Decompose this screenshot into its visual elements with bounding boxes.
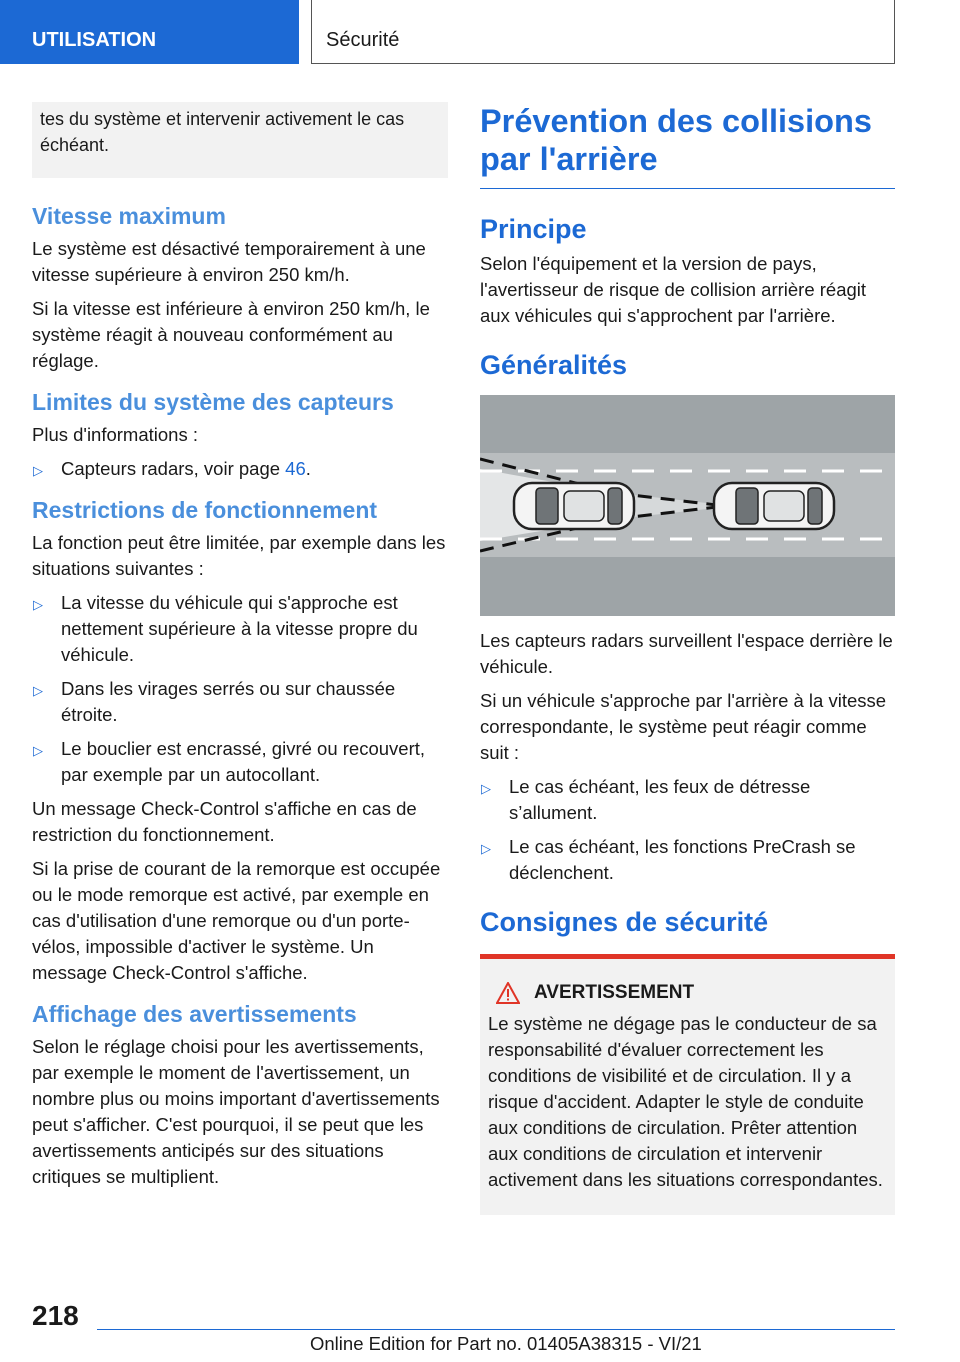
list-item — [32, 676, 448, 728]
list-item-text: La vitesse du véhicule qui s'approche est nettement supérieure à la vitesse propre du véhicule. — [61, 592, 418, 665]
heading-restrictions: Restrictions de fonctionnement — [32, 497, 378, 523]
warning-triangle-icon — [496, 982, 520, 1004]
continued-note-text: tes du système et intervenir activement le cas échéant. — [40, 109, 405, 155]
right-column — [480, 102, 895, 1215]
bullet-triangle-icon: ▷ — [33, 743, 43, 758]
heading-principe: Principe — [480, 214, 587, 244]
warning-box — [480, 954, 895, 1215]
list-item-end: . — [305, 458, 311, 479]
approche-list — [480, 774, 895, 886]
paragraph: La fonction peut être limitée, par exemple dans les situations suivantes : — [32, 532, 446, 579]
bullet-triangle-icon: ▷ — [33, 597, 43, 612]
rear-car-icon — [514, 483, 634, 529]
bullet-triangle-icon: ▷ — [33, 463, 43, 478]
front-car-icon — [714, 483, 834, 529]
warning-text: Le système ne dégage pas le conducteur de sa responsabilité d'évaluer correctement les conditions de visibilité et de circulation. Il y a risque d'accident. Adapter le style de conduite aux conditions de circulation. Prêter attention aux conditions de circulation et intervenir activement dans les situations correspondantes. — [488, 1013, 883, 1190]
page-number: 218 — [32, 1300, 79, 1331]
list-item — [480, 774, 895, 826]
list-item-text: Le bouclier est encrassé, givré ou recouvert, par exemple par un autocollant. — [61, 738, 426, 785]
bullet-triangle-icon: ▷ — [481, 841, 491, 856]
limites-list — [32, 456, 448, 482]
footer-divider — [97, 1329, 895, 1330]
list-item-text: Capteurs radars, voir page — [61, 458, 286, 479]
heading-vitesse-maximum: Vitesse maximum — [32, 203, 226, 229]
bullet-triangle-icon: ▷ — [481, 781, 491, 796]
heading-consignes-securite: Consignes de sécurité — [480, 907, 769, 937]
heading-limites-capteurs: Limites du système des capteurs — [32, 389, 394, 415]
restrictions-list — [32, 590, 448, 788]
list-item-text: Le cas échéant, les fonctions PreCrash se déclenchent. — [509, 836, 856, 883]
paragraph: Le système est désactivé temporairement à une vitesse supérieure à environ 250 km/h. — [32, 238, 426, 285]
paragraph: Un message Check-Control s'affiche en cas de restriction du fonctionnement. — [32, 798, 417, 845]
warning-label: AVERTISSEMENT — [534, 982, 695, 1003]
page-reference-link[interactable]: 46 — [285, 458, 306, 479]
paragraph: Si un véhicule s'approche par l'arrière à la vitesse correspondante, le système peut réagir comme suit : — [480, 690, 887, 763]
list-item — [32, 590, 448, 668]
warning-title — [488, 981, 887, 1005]
rear-radar-illustration — [480, 395, 895, 616]
continued-note-box — [32, 102, 448, 178]
list-item-text: Le cas échéant, les feux de détresse s’allument. — [509, 776, 811, 823]
paragraph: Si la vitesse est inférieure à environ 250 km/h, le système réagit à nouveau conformément au réglage. — [32, 298, 430, 371]
paragraph: Selon le réglage choisi pour les avertissements, par exemple le moment de l'avertissement, un nombre plus ou moins important d'avertissements peut s'afficher. C'est pourquoi, il se peut que les avertissements anticipés sur des situations critiques se multiplient. — [32, 1036, 440, 1187]
heading-generalites: Généralités — [480, 350, 628, 380]
paragraph: Plus d'informations : — [32, 424, 198, 445]
heading-affichage-avertissements: Affichage des avertissements — [32, 1001, 357, 1027]
footer-edition: Online Edition for Part no. 01405A38315 - VI/21 — [310, 1333, 702, 1354]
list-item — [480, 834, 895, 886]
paragraph: Les capteurs radars surveillent l'espace derrière le véhicule. — [480, 630, 893, 677]
bullet-triangle-icon: ▷ — [33, 683, 43, 698]
paragraph: Si la prise de courant de la remorque est occupée ou le mode remorque est activé, par exemple en cas d'utilisation d'une remorque ou d'un porte-vélos, impossible d'activer le système. Un message Check-Control s'affiche. — [32, 858, 441, 983]
chapter-tab: UTILISATION — [0, 0, 299, 64]
list-item-text: Dans les virages serrés ou sur chaussée étroite. — [61, 678, 396, 725]
left-column — [32, 102, 448, 1198]
list-item — [32, 736, 448, 788]
list-item — [32, 456, 448, 482]
chapter-heading: Prévention des collisions par l'arrière — [480, 102, 895, 189]
section-title: Sécurité — [311, 0, 895, 64]
paragraph: Selon l'équipement et la version de pays, l'avertisseur de risque de collision arrière réagit aux véhicules qui s'approchent par l'arrière. — [480, 253, 867, 326]
